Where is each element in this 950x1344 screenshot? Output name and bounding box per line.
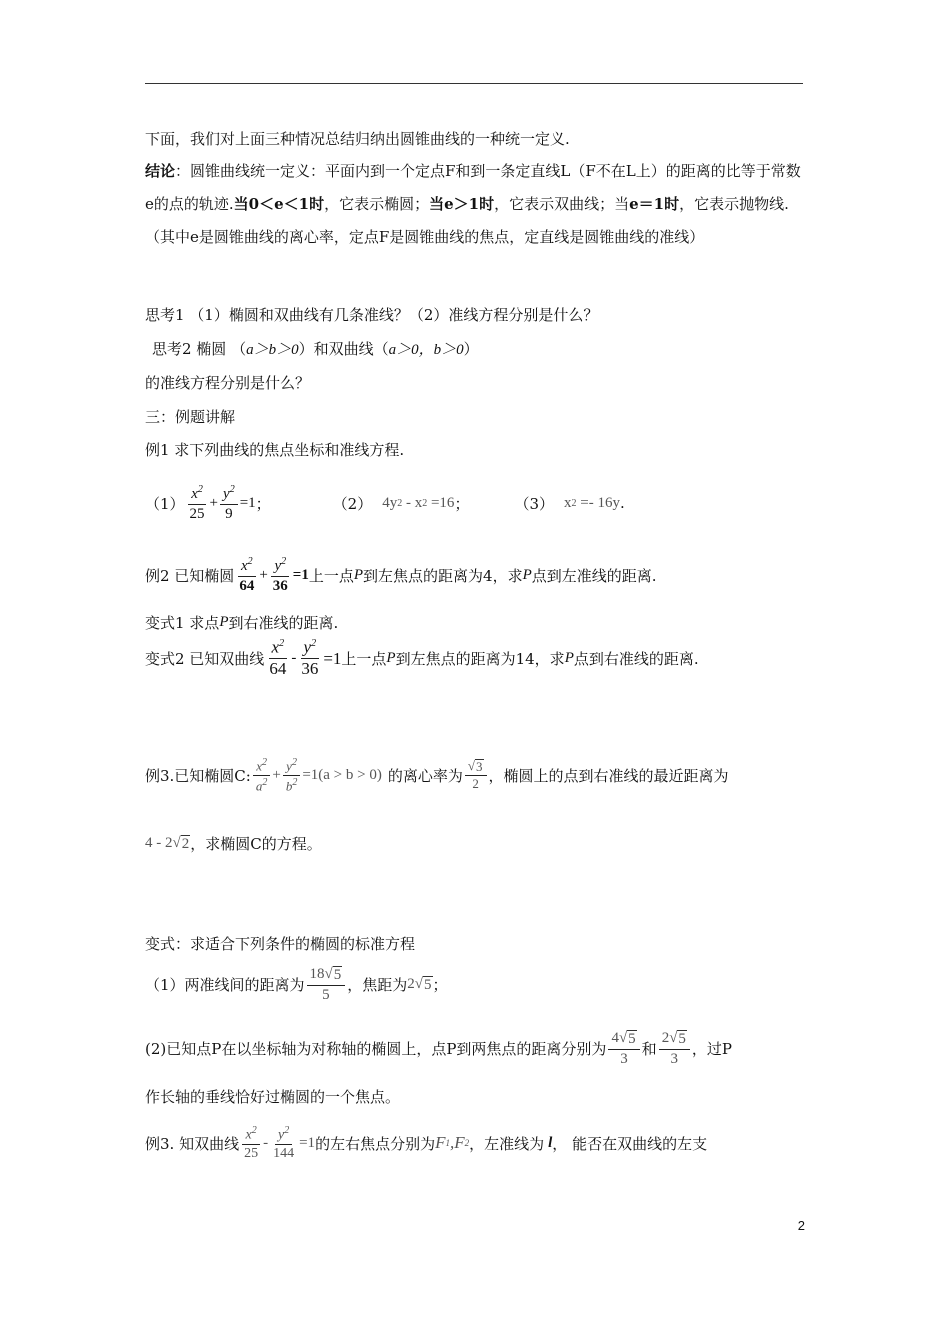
variant-3-title: 变式：求适合下列条件的椭圆的标准方程: [145, 935, 416, 953]
section-title: 三：例题讲解: [145, 408, 236, 426]
frac-2sqrt5-3: 2√ 5 3: [659, 1030, 690, 1067]
ex1-num-1: （1）: [145, 494, 185, 513]
var3-l1a: （1）两准线间的距离为: [145, 976, 305, 994]
ex4-d: ， 能否在双曲线的左支: [552, 1134, 708, 1153]
var2-P-2: P: [564, 650, 574, 667]
var1-a: 变式1 求点: [145, 614, 220, 632]
ex4-b: 的左右焦点分别为: [315, 1134, 436, 1153]
conclusion-paragraph: [145, 155, 805, 254]
ex2-P: P: [353, 566, 364, 583]
ex1-s3: .: [619, 494, 625, 512]
var3-and: 和: [641, 1040, 657, 1058]
conclusion-text-1: ：圆锥曲线统一定义：平面内到一个定点F和到一条定直线L（F不在L上）的距离的比等于常数e的点的轨迹.: [145, 162, 801, 213]
variant-3-line-2: [145, 1030, 732, 1067]
frac-18sqrt5-5: 18√ 5 5: [307, 966, 346, 1003]
var3-l1b: ，焦距为: [347, 976, 408, 994]
frac-x2-64: $\frac{x^2}{64}$: [239, 556, 255, 594]
conclusion-bold-1: 当0＜e＜1时: [233, 195, 325, 213]
think-2-c: ）: [463, 340, 479, 358]
ex2-P-2: P: [522, 566, 532, 583]
ex2-a: 例2 已知椭圆: [145, 566, 235, 585]
example-3-cont: 4 - 2 √ 2 ，求椭圆C的方程。: [145, 834, 322, 853]
example-1-title: 例1 求下列曲线的焦点坐标和准线方程.: [145, 441, 405, 459]
ex1-s1: ；: [255, 494, 271, 513]
ex1-eq2c: =16: [430, 494, 455, 511]
think-2-cont: 的准线方程分别是什么？: [145, 374, 311, 392]
var1-b: 到右准线的距离.: [228, 614, 339, 632]
think-2: [152, 338, 479, 359]
ex3-b: 的离心率为: [387, 766, 463, 785]
think-2-b: ）和双曲线（: [298, 340, 389, 358]
ex2-d: 点到左准线的距离.: [531, 566, 657, 585]
example-4: 例3. 知双曲线 $\frac{x^2}{25}$ - $\frac{y^2}{144}$ =1 的左右焦点分别为 F 1 , F 2 ，左准线为 l ， 能否在双曲线的左支: [145, 1125, 708, 1162]
var2-eq: =1: [323, 648, 342, 668]
ex2-c: 到左焦点的距离为4，求: [363, 566, 523, 585]
think-2-cond2: a＞0，b＞0: [388, 342, 464, 358]
ex1-eq3a: x: [564, 494, 572, 511]
conclusion-bold-3: e＝1时: [629, 195, 680, 213]
ex3-e: ，求椭圆C的方程。: [190, 835, 322, 853]
var2-b: 上一点: [341, 650, 387, 669]
var2-c: 到左焦点的距离为14，求: [395, 650, 565, 669]
frac-y2-144: $\frac{y^2}{144}$: [273, 1125, 295, 1162]
ex4-l: l: [548, 1134, 553, 1151]
var2-d: 点到右准线的距离.: [573, 650, 699, 669]
frac-4sqrt5-3: 4√ 5 3: [608, 1030, 639, 1067]
conclusion-bold-2: 当e＞1时: [429, 195, 495, 213]
frac-x2-25: $\frac{x^2}{25}$: [189, 484, 205, 522]
frac-sqrt3-2: √ 3 2: [465, 759, 487, 792]
variant-3-line-3: 作长轴的垂线恰好过椭圆的一个焦点。: [145, 1088, 401, 1106]
ex1-s2: ；: [454, 494, 470, 513]
conclusion-text-4: ，它表示抛物线.（其中e是圆锥曲线的离心率，定点F是圆锥曲线的焦点，定直线是圆锥曲线的准线）: [145, 195, 789, 246]
header-rule: [145, 83, 803, 84]
ex4-a: 例3. 知双曲线: [145, 1134, 240, 1153]
variant-3-line-1: （1）两准线间的距离为 18√ 5 5 ，焦距为 2 √ 5 ；: [145, 966, 448, 1003]
var3-l1d: ；: [432, 976, 448, 994]
frac-y2-36-b: $\frac{y^2}{36}$: [301, 637, 319, 679]
conclusion-label: 结论: [145, 162, 176, 180]
var1-P: P: [219, 614, 229, 630]
var3-l2a: (2)已知点P在以坐标轴为对称轴的椭圆上，点P到两焦点的距离分别为: [145, 1040, 607, 1058]
var2-a: 变式2 已知双曲线: [145, 650, 265, 669]
var3-l2b: ，过P: [691, 1040, 733, 1058]
variant-2: 变式2 已知双曲线 $\frac{x^2}{64}$ - $\frac{y^2}{36}$ =1 上一点 P 到左焦点的距离为14，求 P 点到右准线的距离.: [145, 637, 699, 679]
ex3-c: ，椭圆上的点到右准线的最近距离为: [488, 766, 729, 785]
frac-x2-25-b: $\frac{x^2}{25}$: [244, 1125, 259, 1162]
frac-y2-9: $\frac{y^2}{9}$: [220, 484, 238, 522]
example-3: 例3.已知椭圆C: $\frac{x^2}{a^2}$ + $\frac{y^2}{b^2}$ =1(a > b > 0) 的离心率为 √ 3 2 ，椭圆上的点到右准线的最近距离为: [145, 757, 729, 793]
frac-x2-a2: $\frac{x^2}{a^2}$: [253, 757, 271, 793]
ex1-num-2: （2）: [332, 494, 373, 513]
ex2-b: 上一点: [308, 566, 354, 585]
var3-l1c: 2: [407, 976, 415, 992]
ex1-eq2b: - x: [405, 494, 423, 511]
ex1-eq3b: =- 16y: [580, 494, 620, 511]
ex1-eq2a: 4y: [382, 494, 398, 511]
ex1-eq1: =1: [239, 494, 256, 511]
conclusion-text-2: ，它表示椭圆；: [324, 195, 430, 213]
intro-text: 下面，我们对上面三种情况总结归纳出圆锥曲线的一种统一定义.: [145, 130, 570, 148]
conclusion-text-3: ，它表示双曲线；当: [494, 195, 630, 213]
example-2: 例2 已知椭圆 $\frac{x^2}{64}$ + $\frac{y^2}{36}$ =1 上一点 P 到左焦点的距离为4，求 P 点到左准线的距离.: [145, 556, 657, 594]
frac-y2-36: $\frac{y^2}{36}$: [272, 556, 288, 594]
var2-P: P: [386, 650, 396, 667]
think-2-cond1: a＞b＞0: [246, 342, 299, 358]
variant-1: [145, 612, 338, 633]
page-number: 2: [797, 1218, 805, 1233]
ex3-cond: =1(a > b > 0): [302, 766, 382, 783]
ex3-d: 4 - 2: [145, 835, 173, 851]
frac-y2-b2: $\frac{y^2}{b^2}$: [283, 757, 301, 793]
ex4-eq: =1: [299, 1134, 316, 1151]
ex4-c: ，左准线为: [469, 1134, 545, 1153]
ex1-num-3: （3）: [514, 494, 554, 513]
ex3-a: 例3.已知椭圆C:: [145, 766, 251, 785]
think-1: 思考1 （1）椭圆和双曲线有几条准线？（2）准线方程分别是什么？: [145, 306, 599, 324]
frac-x2-64-b: $\frac{x^2}{64}$: [269, 637, 287, 679]
ex2-eq: =1: [292, 566, 309, 583]
think-2-a: 思考2 椭圆 （: [152, 340, 247, 358]
example-1-equations: （1） $\frac{x^2}{25}$ + $\frac{y^2}{9}$ =1 ； （2） 4y 2 - x 2 =16 ； （3） x 2 =- 16y .: [145, 484, 625, 522]
